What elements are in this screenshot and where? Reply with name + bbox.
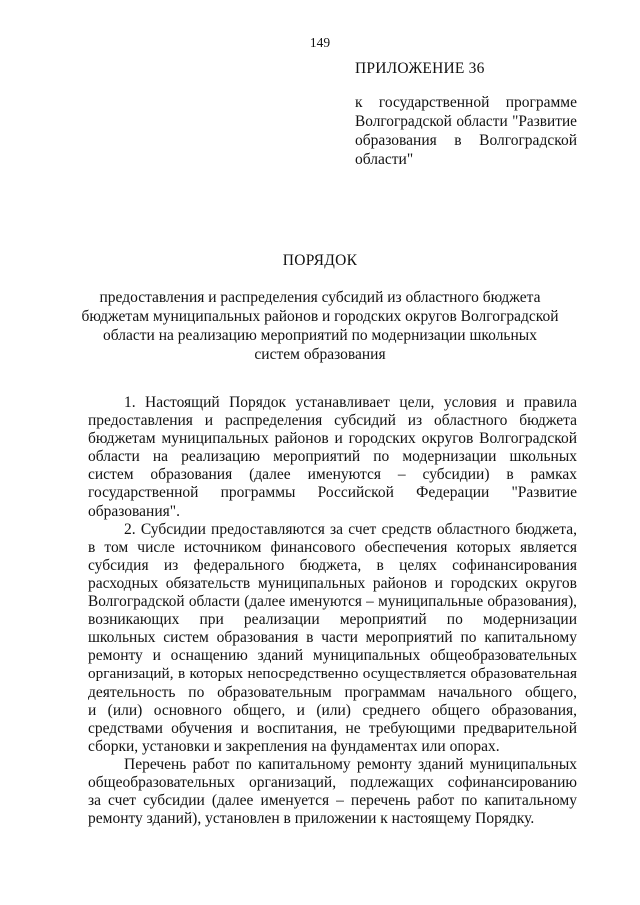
paragraph-line: бюджетам муниципальных районов и городских округов Волгоградской [88, 430, 577, 448]
paragraph-line: систем образования (далее именуются – субсидии) в рамках [88, 466, 577, 484]
paragraph-line: общеобразовательных организаций, подлежащих софинансированию [88, 773, 577, 791]
document-subtitle-line: бюджетам муниципальных районов и городских округов Волгоградской [81, 308, 559, 325]
document-title: ПОРЯДОК [282, 252, 358, 269]
paragraph-line: области на реализацию мероприятий по модернизации школьных [88, 448, 577, 466]
paragraph-2 [88, 521, 577, 756]
paragraph-line: ремонту и оснащению зданий муниципальных общеобразовательных [88, 647, 577, 665]
paragraph-line: организаций, в которых непосредственно осуществляется образовательная [88, 665, 577, 683]
paragraph-3 [88, 756, 577, 828]
paragraph-line: предоставления и распределения субсидий из областного бюджета [88, 412, 577, 430]
appendix-subtitle-line: Волгоградской области "Развитие [355, 113, 577, 130]
appendix-subtitle [355, 93, 577, 169]
paragraph-line: за счет субсидии (далее именуется – перечень работ по капитальному [88, 792, 577, 810]
paragraph-line: образования". [88, 502, 180, 520]
paragraph-line: и (или) основного общего, и (или) среднего общего образования, [88, 701, 577, 719]
appendix-subtitle-line: образования в Волгоградской [355, 132, 577, 149]
appendix-title: ПРИЛОЖЕНИЕ 36 [355, 60, 485, 77]
paragraph-line: Волгоградской области (далее именуются – муниципальные образования), [88, 593, 577, 611]
paragraph-line: средствами обучения и воспитания, не требующими предварительной [88, 719, 577, 737]
paragraph-line: школьных систем образования в части мероприятий по капитальному [88, 629, 577, 647]
paragraph-line: расходных обязательств муниципальных районов и городских округов [88, 574, 577, 592]
appendix-subtitle-line: области" [355, 151, 414, 168]
document-subtitle-line: предоставления и распределения субсидий из областного бюджета [99, 289, 541, 306]
paragraph-line: в том числе источником финансового обеспечения которых является [88, 538, 577, 556]
paragraph-line: возникающих при реализации мероприятий по модернизации [88, 611, 577, 629]
document-subtitle [0, 288, 640, 364]
paragraph-line: Перечень работ по капитальному ремонту зданий муниципальных [124, 755, 577, 773]
paragraph-line: 1. Настоящий Порядок устанавливает цели, условия и правила [124, 394, 577, 411]
document-subtitle-line: области на реализацию мероприятий по модернизации школьных [103, 327, 537, 344]
paragraph-line: деятельность по образовательным программам начального общего, [88, 683, 577, 701]
appendix-subtitle-line: к государственной программе [355, 94, 577, 111]
document-subtitle-line: систем образования [254, 346, 386, 363]
page-number: 149 [309, 35, 331, 50]
paragraph-line: 2. Субсидии предоставляются за счет средств областного бюджета, [124, 520, 577, 538]
paragraph-line: государственной программы Российской Федерации "Развитие [88, 484, 577, 502]
paragraph-line: сборки, установки и закрепления на фундаментах или опорах. [88, 737, 500, 755]
paragraph-1 [88, 394, 577, 521]
document-body [88, 394, 577, 828]
paragraph-line: субсидия из федерального бюджета, в целях софинансирования [88, 556, 577, 574]
paragraph-line: ремонту зданий), установлен в приложении к настоящему Порядку. [88, 810, 535, 828]
